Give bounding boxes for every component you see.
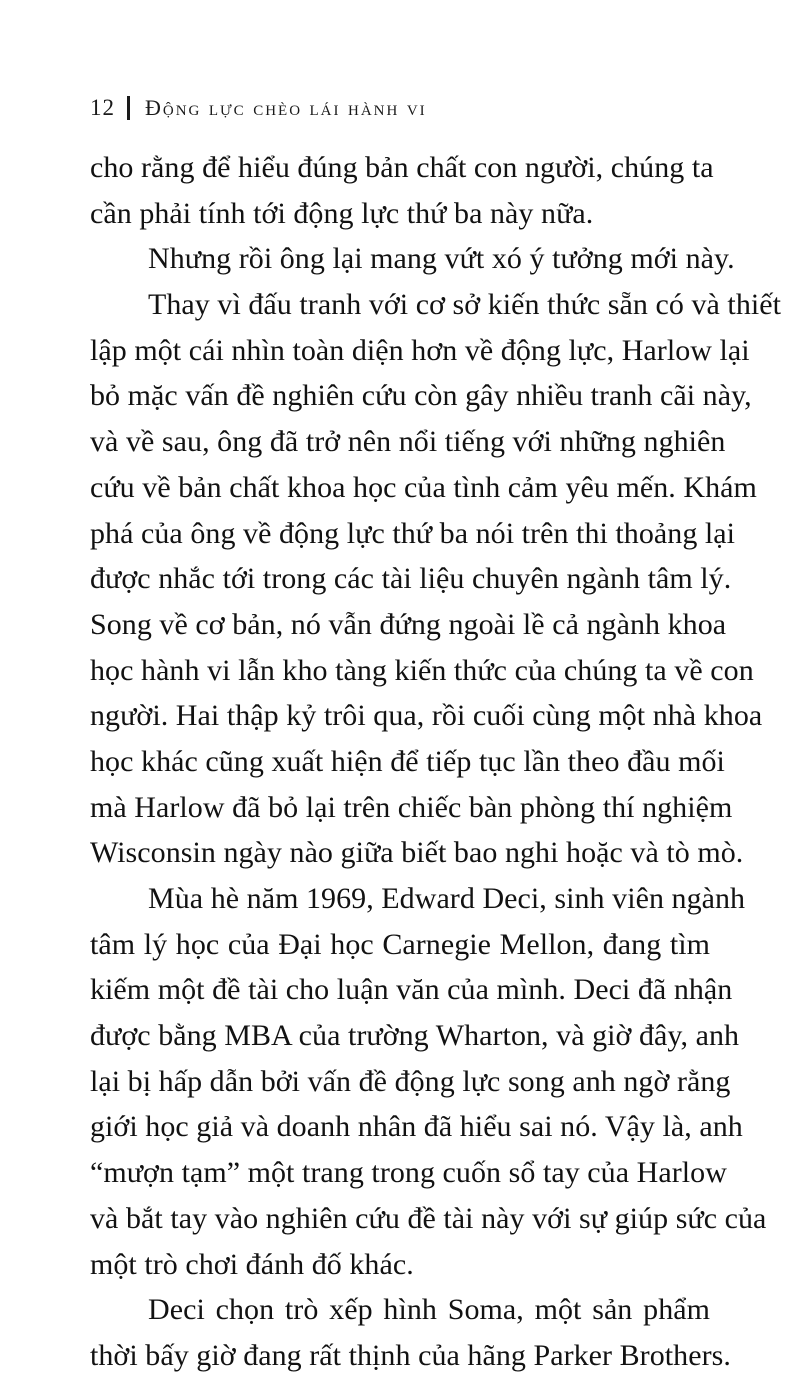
- text-line-9: phá của ông về động lực thứ ba nói trên thi thoảng lại: [90, 516, 736, 550]
- text-line-23: “mượn tạm” một trang trong cuốn sổ tay của Harlow: [90, 1156, 727, 1190]
- text-line-17: Mùa hè năm 1969, Edward Deci, sinh viên ngành: [148, 882, 746, 915]
- text-line-12: học hành vi lẫn kho tàng kiến thức của chúng ta về con: [90, 653, 754, 687]
- running-title: Động lực chèo lái hành vi: [145, 95, 427, 120]
- text-line-1: cho rằng để hiểu đúng bản chất con người, chúng ta: [90, 151, 714, 184]
- text-line-13: người. Hai thập kỷ trôi qua, rồi cuối cùng một nhà khoa: [90, 699, 763, 733]
- text-line-3: Nhưng rồi ông lại mang vứt xó ý tưởng mới này.: [148, 242, 735, 276]
- text-line-11: Song về cơ bản, nó vẫn đứng ngoài lề cả ngành khoa: [90, 607, 727, 641]
- running-header: [90, 92, 730, 124]
- page-number: 12: [90, 95, 115, 120]
- text-line-18: tâm lý học của Đại học Carnegie Mellon, đang tìm: [90, 927, 710, 961]
- text-line-14: học khác cũng xuất hiện để tiếp tục lần theo đầu mối: [90, 744, 725, 778]
- text-line-21: lại bị hấp dẫn bởi vấn đề động lực song anh ngờ rằng: [90, 1064, 731, 1098]
- text-line-2: cần phải tính tới động lực thứ ba này nữa.: [90, 196, 594, 230]
- text-line-5: lập một cái nhìn toàn diện hơn về động lực, Harlow lại: [90, 333, 750, 367]
- body-text: [90, 145, 782, 1372]
- text-line-8: cứu về bản chất khoa học của tình cảm yêu mến. Khám: [90, 470, 757, 504]
- text-line-24: và bắt tay vào nghiên cứu đề tài này với sự giúp sức của: [90, 1201, 767, 1235]
- text-line-19: kiếm một đề tài cho luận văn của mình. Deci đã nhận: [90, 973, 733, 1007]
- text-line-7: và về sau, ông đã trở nên nổi tiếng với những nghiên: [90, 425, 726, 459]
- text-line-26: Deci chọn trò xếp hình Soma, một sản phẩm: [148, 1293, 710, 1327]
- text-line-25: một trò chơi đánh đố khác.: [90, 1247, 414, 1281]
- text-line-22: giới học giả và doanh nhân đã hiểu sai nó. Vậy là, anh: [90, 1110, 743, 1144]
- text-line-16: Wisconsin ngày nào giữa biết bao nghi hoặc và tò mò.: [90, 836, 744, 870]
- text-line-6: bỏ mặc vấn đề nghiên cứu còn gây nhiều tranh cãi này,: [90, 379, 752, 413]
- text-line-27: thời bấy giờ đang rất thịnh của hãng Parker Brothers.: [90, 1338, 731, 1372]
- text-line-20: được bằng MBA của trường Wharton, và giờ đây, anh: [90, 1019, 740, 1053]
- text-line-15: mà Harlow đã bỏ lại trên chiếc bàn phòng thí nghiệm: [90, 790, 733, 824]
- text-line-4: Thay vì đấu tranh với cơ sở kiến thức sẵn có và thiết: [148, 288, 782, 322]
- header-divider: [127, 96, 130, 120]
- text-line-10: được nhắc tới trong các tài liệu chuyên ngành tâm lý.: [90, 562, 732, 596]
